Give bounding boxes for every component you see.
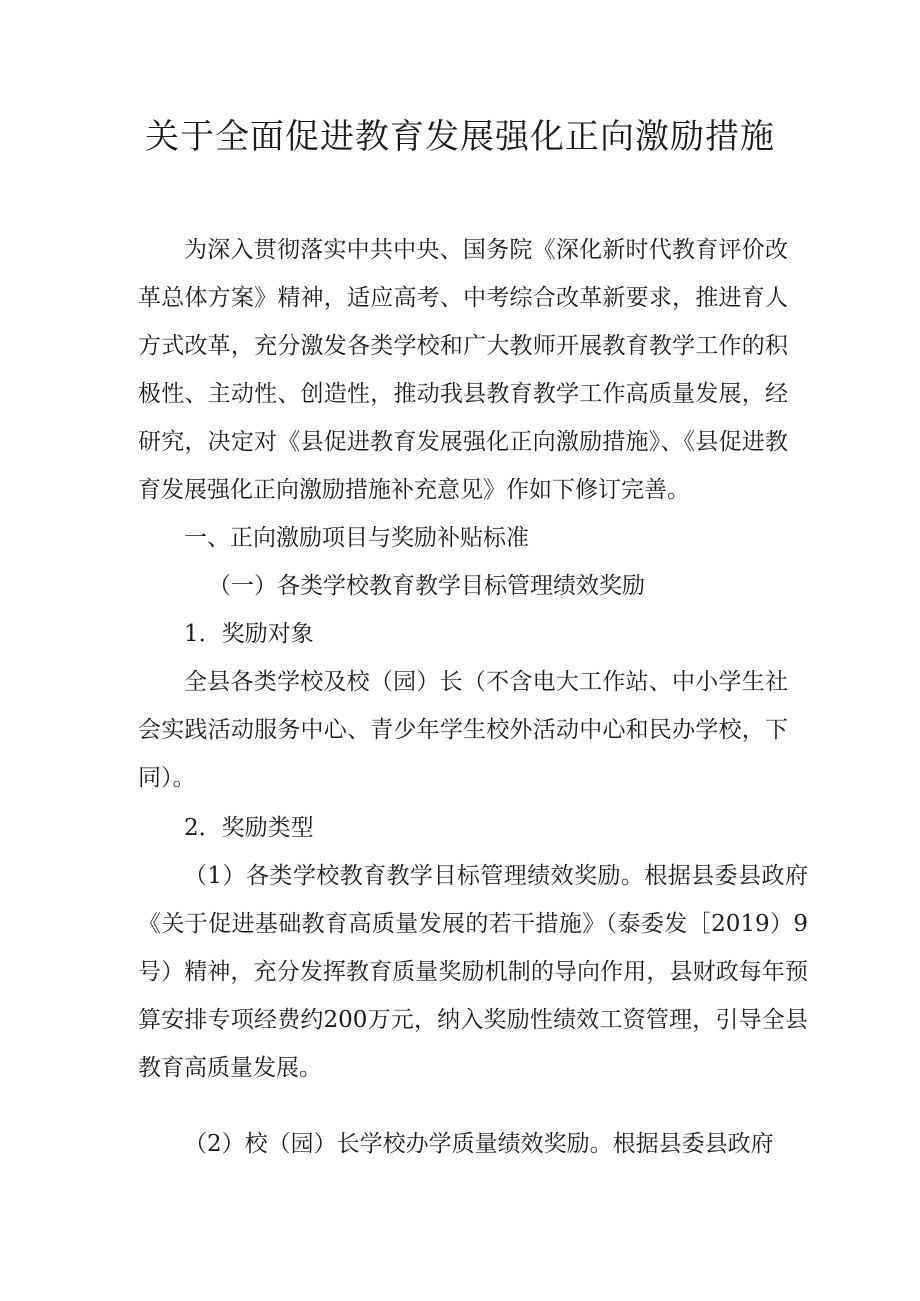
document-title: 关于全面促进教育发展强化正向激励措施 xyxy=(145,117,775,157)
item-2-heading: 2．奖励类型 xyxy=(184,815,314,841)
intro-paragraph: 为深入贯彻落实中共中央、国务院《深化新时代教育评价改革总体方案》精神，适应高考、中考综合改革新要求，推进育人方式改革，充分激发各类学校和广大教师开展教育教学工作的积极性、主动性、创造性，推动我县教育教学工作高质量发展，经研究，决定对《县促进教育发展强化正向激励措施》、《县促进教育发展强化正向激励措施补充意见》作如下修订完善。 xyxy=(138,237,788,503)
item-1-text: 全县各类学校及校（园）长（不含电大工作站、中小学生社会实践活动服务中心、青少年学生校外活动中心和民办学校，下同）。 xyxy=(138,669,788,791)
section-1-heading: 一、正向激励项目与奖励补贴标准 xyxy=(184,525,529,551)
item-2-paragraph-2: （2）校（园）长学校办学质量绩效奖励。根据县委县政府 xyxy=(184,1131,774,1157)
item-1-heading: 1．奖励对象 xyxy=(184,621,314,647)
item-2-paragraph-1: （1）各类学校教育教学目标管理绩效奖励。根据县委县政府《关于促进基础教育高质量发展的若干措施》（泰委发［2019）9号）精神，充分发挥教育质量奖励机制的导向作用，县财政每年预算安排专项经费约200万元，纳入奖励性绩效工资管理，引导全县教育高质量发展。 xyxy=(138,863,808,1081)
subsection-1-heading: （一）各类学校教育教学目标管理绩效奖励 xyxy=(208,573,645,599)
